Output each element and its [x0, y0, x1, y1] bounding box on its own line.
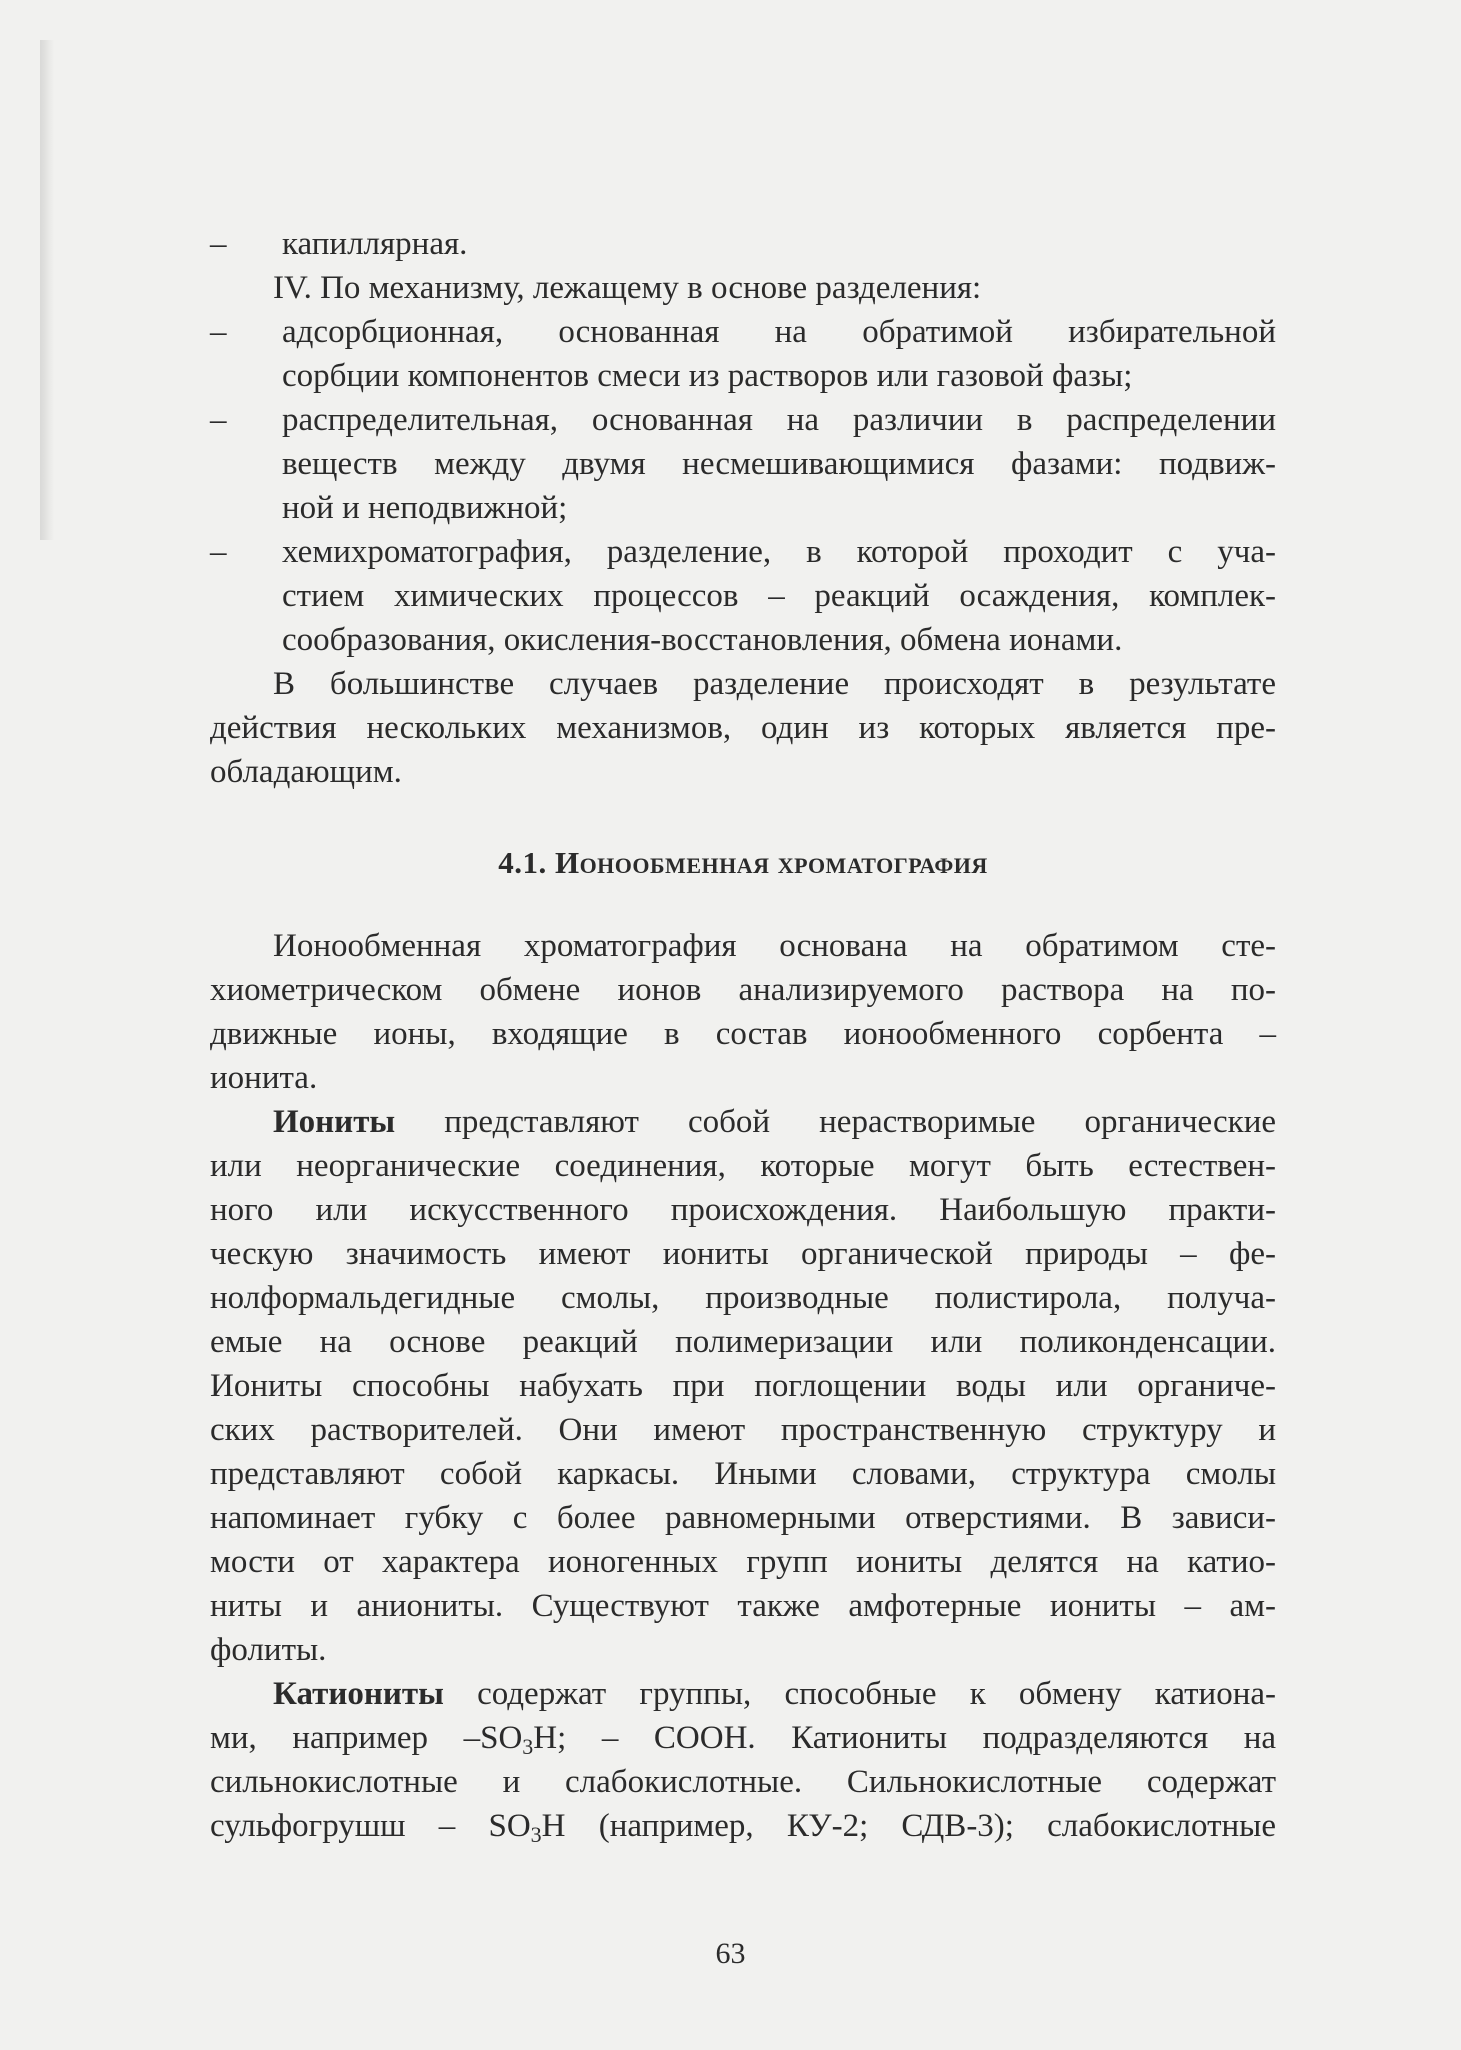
page-number: 63 [715, 1937, 746, 1970]
paragraph-ionites-cont: или неорганические соединения, которые могут быть естествен- [210, 1148, 1276, 1184]
list-dash: – [210, 314, 227, 350]
list-dash: – [210, 226, 227, 262]
list-item-chemochromatography: – хемихроматография, разделение, в которой проходит с уча- [210, 530, 1276, 574]
term-ionites: Иониты [273, 1104, 396, 1140]
paragraph-intro-cont: хиометрическом обмене ионов анализируемого раствора на по- [210, 972, 1276, 1008]
paragraph-ionites: Иониты представляют собой нерастворимые органические [273, 1104, 1276, 1140]
list-item-adsorption-cont: сорбции компонентов смеси из растворов или газовой фазы; [282, 358, 1133, 394]
paragraph-cationites-cont: ми, например $-SO_3H$; – COOH. Катиониты подразделяются на [210, 1720, 1276, 1759]
section-heading [210, 845, 1276, 881]
paragraph-ionites-cont: напоминает губку с более равномерными отверстиями. В зависи- [210, 1500, 1276, 1536]
paragraph-ionites-cont: емые на основе реакций полимеризации или поликонденсации. [210, 1324, 1276, 1360]
paragraph-ionites-cont: ческую значимость имеют иониты органической природы – фе- [210, 1236, 1276, 1272]
list-item-distribution-cont: веществ между двумя несмешивающимися фазами: подвиж- [282, 446, 1276, 482]
list-item-adsorption: – адсорбционная, основанная на обратимой избирательной [210, 310, 1276, 354]
section-iv-title: IV. По механизму, лежащему в основе разделения: [273, 270, 982, 306]
list-item-distribution-cont: ной и неподвижной; [282, 490, 568, 526]
paragraph-majority: В большинстве случаев разделение происходят в результате [273, 666, 1276, 702]
section-number: 4.1. [498, 845, 555, 880]
list-item-capillary: – капиллярная. [210, 222, 1276, 266]
paragraph-intro-cont: движные ионы, входящие в состав ионообменного сорбента – [210, 1016, 1276, 1052]
paragraph-ionites-cont: ских растворителей. Они имеют пространственную структуру и [210, 1412, 1276, 1448]
list-item-chemochromatography-cont: сообразования, окисления-восстановления, обмена ионами. [282, 622, 1123, 658]
list-dash: – [210, 534, 227, 570]
list-item-distribution: – распределительная, основанная на различии в распределении [210, 398, 1276, 442]
ion-exchange-body [210, 924, 1276, 1848]
mechanism-list-block [210, 222, 1276, 794]
paragraph-ionites-cont: Иониты способны набухать при поглощении воды или органиче- [210, 1368, 1276, 1404]
paragraph-majority-cont: обладающим. [210, 754, 402, 790]
paragraph-intro: Ионообменная хроматография основана на обратимом сте- [273, 928, 1276, 964]
term-cationites: Катиониты [273, 1676, 444, 1712]
list-item-chemochromatography-cont: стием химических процессов – реакций осаждения, комплек- [282, 578, 1276, 614]
paragraph-ionites-cont: ниты и аниониты. Существуют также амфотерные иониты – ам- [210, 1588, 1276, 1624]
paragraph-ionites-cont: мости от характера ионогенных групп иониты делятся на катио- [210, 1544, 1276, 1580]
paragraph-majority-cont: действия нескольких механизмов, один из которых является пре- [210, 710, 1276, 746]
paragraph-ionites-cont: представляют собой каркасы. Иными словами, структура смолы [210, 1456, 1276, 1492]
list-dash: – [210, 402, 227, 438]
paragraph-cationites-cont: сульфогрушш – $SO_3H$ (например, КУ-2; СДВ-3); слабокислотные [210, 1808, 1276, 1847]
paragraph-ionites-cont: нолформальдегидные смолы, производные полистирола, получа- [210, 1280, 1276, 1316]
paragraph-cationites: Катиониты содержат группы, способные к обмену катиона- [273, 1676, 1276, 1712]
paragraph-intro-cont: ионита. [210, 1060, 318, 1096]
paragraph-ionites-cont: фолиты. [210, 1632, 327, 1668]
scan-edge-shadow [40, 40, 54, 540]
paragraph-ionites-cont: ного или искусственного происхождения. Наибольшую практи- [210, 1192, 1276, 1228]
paragraph-cationites-cont: сильнокислотные и слабокислотные. Сильнокислотные содержат [210, 1764, 1276, 1800]
section-title: Ионообменная хроматография [554, 845, 988, 880]
